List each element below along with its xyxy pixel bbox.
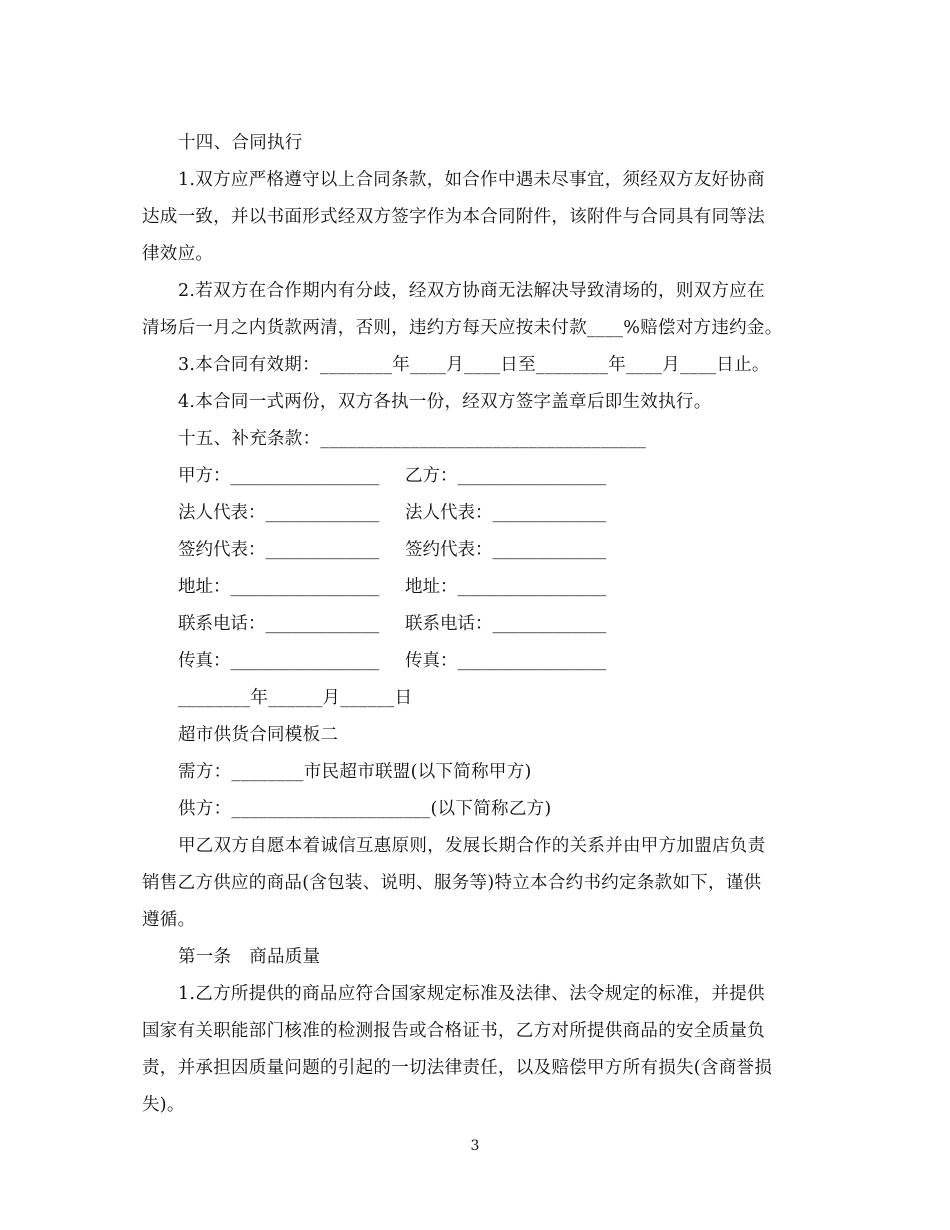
party-a-address-field: 地址：_________________ bbox=[178, 577, 380, 597]
clause-14-3: 3.本合同有效期：________年____月____日至________年____月____日止。 bbox=[178, 355, 770, 375]
clause-14-1-line-3: 律效应。 bbox=[142, 244, 214, 264]
clause-14-4: 4.本合同一式两份，双方各执一份，经双方签字盖章后即生效执行。 bbox=[178, 392, 712, 412]
clause-14-2-line-2: 清场后一月之内货款两清，否则，违约方每天应按未付款____%赔偿对方违约金。 bbox=[142, 318, 783, 338]
template-2-title: 超市供货合同模板二 bbox=[178, 725, 339, 745]
clause-14-1-line-2: 达成一致，并以书面形式经双方签字作为本合同附件，该附件与合同具有同等法 bbox=[142, 207, 765, 227]
section-15-heading: 十五、补充条款：____________________________________ bbox=[178, 429, 647, 449]
party-b-fax-field: 传真：_________________ bbox=[405, 651, 607, 671]
party-b-field: 乙方：_________________ bbox=[405, 466, 607, 486]
intro-line-3: 遵循。 bbox=[142, 910, 196, 930]
page-number: 3 bbox=[470, 1138, 480, 1154]
intro-line-2: 销售乙方供应的商品(含包装、说明、服务等)特立本合约书约定条款如下，谨供 bbox=[142, 873, 762, 893]
clause-14-1-line-1: 1.双方应严格遵守以上合同条款，如合作中遇未尽事宜，须经双方友好协商 bbox=[178, 170, 765, 190]
supplier-line: 供方：______________________(以下简称乙方) bbox=[178, 799, 552, 819]
article-1-clause-1-line-3: 责，并承担因质量问题的引起的一切法律责任，以及赔偿甲方所有损失(含商誉损 bbox=[142, 1058, 773, 1078]
intro-line-1: 甲乙双方自愿本着诚信互惠原则，发展长期合作的关系并由甲方加盟店负责 bbox=[178, 836, 766, 856]
section-14-heading: 十四、合同执行 bbox=[178, 133, 303, 153]
clause-14-2-line-1: 2.若双方在合作期内有分歧，经双方协商无法解决导致清场的，则双方应在 bbox=[178, 281, 765, 301]
article-1-heading: 第一条 商品质量 bbox=[178, 947, 321, 967]
party-a-legal-rep-field: 法人代表：_____________ bbox=[178, 503, 380, 523]
article-1-clause-1-line-4: 失)。 bbox=[142, 1095, 185, 1115]
signing-date-line: ________年______月______日 bbox=[178, 688, 413, 708]
party-b-signing-rep-field: 签约代表：_____________ bbox=[405, 540, 607, 560]
party-b-address-field: 地址：_________________ bbox=[405, 577, 607, 597]
party-b-phone-field: 联系电话：_____________ bbox=[405, 614, 607, 634]
article-1-clause-1-line-1: 1.乙方所提供的商品应符合国家规定标准及法律、法令规定的标准，并提供 bbox=[178, 984, 765, 1004]
party-a-signing-rep-field: 签约代表：_____________ bbox=[178, 540, 380, 560]
article-1-clause-1-line-2: 国家有关职能部门核准的检测报告或合格证书，乙方对所提供商品的安全质量负 bbox=[142, 1021, 765, 1041]
party-a-fax-field: 传真：_________________ bbox=[178, 651, 380, 671]
party-b-legal-rep-field: 法人代表：_____________ bbox=[405, 503, 607, 523]
party-a-phone-field: 联系电话：_____________ bbox=[178, 614, 380, 634]
buyer-line: 需方：________市民超市联盟(以下简称甲方) bbox=[178, 762, 532, 782]
party-a-field: 甲方：_________________ bbox=[178, 466, 380, 486]
